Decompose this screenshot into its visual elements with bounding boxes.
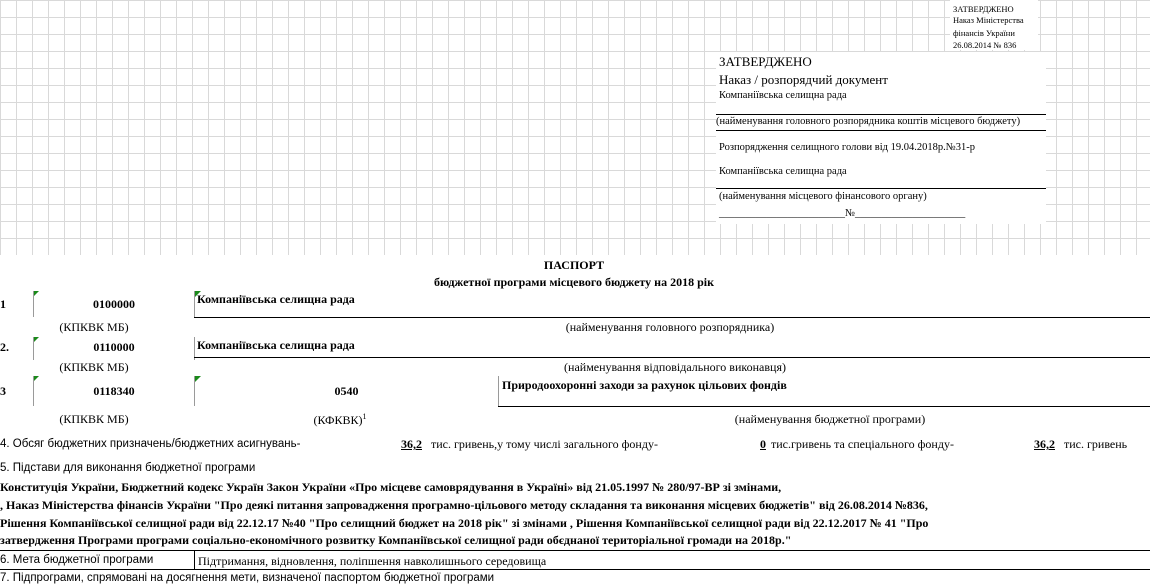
section4-total: 36,2	[401, 437, 422, 451]
approval-title: ЗАТВЕРДЖЕНО	[719, 54, 812, 69]
row3-kfkvk-caption-wrap	[270, 412, 410, 428]
row3-kfkvk: 0540	[334, 384, 359, 398]
approval-stamp-line2: фінансів України	[953, 28, 1015, 38]
row2-code-caption: (КПКВК МБ)	[59, 360, 129, 374]
approval-manager-name: Компаніївська селищна рада	[719, 90, 847, 101]
approval-finance-org: Компаніївська селищна рада	[719, 166, 847, 177]
section5-line3: Рішення Компаніївської селищної ради від 22.12.17 №40 "Про селищний бюджет на 2018 рік" зі змінами , Рішення Компаніївської селищної ради від 22.12.2017 № 41 "Про	[0, 516, 929, 530]
row1-code-caption: (КПКВК МБ)	[59, 320, 129, 334]
row3-kfkvk-footnote: 1	[362, 412, 367, 421]
row1-name: Компаніївська селищна рада	[197, 292, 355, 306]
section5-line4: затвердження Програми програми соціально-економічного розвитку Компаніївської селищної ради обєднаної територіальної громади на 2018р."	[0, 533, 792, 547]
approval-order: Розпорядження селищного голови від 19.04.2018р.№31-р	[719, 142, 975, 153]
row3-code: 0118340	[93, 384, 135, 398]
row1-divider-b	[194, 291, 195, 317]
row2-code: 0110000	[93, 340, 135, 354]
approval-manager-caption-underline	[716, 130, 1046, 131]
approval-number-line: ________________________№_____________________	[719, 208, 966, 219]
section5-line1: Конституція України, Бюджетний кодекс Україн Закон України «Про місцеве самоврядування в Україні» від 21.05.1997 № 280/97-ВР зі змінами,	[0, 480, 782, 494]
row2-underline	[194, 357, 1150, 358]
section4-label: 4. Обсяг бюджетних призначень/бюджетних асигнувань-	[0, 438, 301, 450]
approval-stamp-line1: Наказ Міністерства	[953, 15, 1024, 25]
approval-finance-caption: (найменування місцевого фінансового органу)	[719, 191, 927, 202]
section6-label: 6. Мета бюджетної програми	[0, 554, 154, 566]
section4-text2: тис.гривень та спеціального фонду-	[771, 437, 954, 451]
approval-manager-caption: (найменування головного розпорядника коштів місцевого бюджету)	[716, 116, 1021, 127]
row3-name-caption: (найменування бюджетної програми)	[734, 412, 926, 426]
cell-marker-r3-kfkvk	[195, 376, 201, 382]
section6-value: Підтримання, відновлення, поліпшення навколишнього середовища	[198, 554, 547, 568]
row1-underline	[194, 317, 1150, 318]
row3-number: 3	[0, 384, 6, 398]
row3-name: Природоохоронні заходи за рахунок цільових фондів	[502, 378, 787, 392]
row1-code: 0100000	[93, 297, 135, 311]
approval-stamp-title: ЗАТВЕРДЖЕНО	[953, 4, 1014, 14]
section6-divider	[194, 551, 195, 570]
section4-special: 36,2	[1034, 437, 1055, 451]
approval-doc-type: Наказ / розпорядчий документ	[719, 72, 888, 87]
row1-name-caption: (найменування головного розпорядника)	[565, 320, 775, 334]
row1-number: 1	[0, 297, 6, 311]
row2-name: Компаніївська селищна рада	[197, 338, 355, 352]
row3-code-caption: (КПКВК МБ)	[59, 412, 129, 426]
row2-name-caption: (найменування відповідального виконавця)	[564, 360, 786, 374]
passport-subtitle: бюджетної програми місцевого бюджету на 2018 рік	[434, 275, 714, 289]
row3-kfkvk-caption: (КФКВК)	[313, 413, 363, 427]
row3-divider-c	[498, 376, 499, 406]
row2-number: 2.	[0, 340, 9, 354]
row3-underline	[498, 406, 1150, 407]
approval-manager-underline	[716, 114, 1046, 115]
section4-general: 0	[760, 437, 766, 451]
section7-label: 7. Підпрограми, спрямовані на досягнення мети, визначеної паспортом бюджетної програми	[0, 572, 495, 584]
section5-label: 5. Підстави для виконання бюджетної програми	[0, 462, 256, 474]
section4-text1: тис. гривень,у тому числі загального фонду-	[431, 437, 658, 451]
passport-title: ПАСПОРТ	[543, 258, 605, 272]
approval-finance-underline	[716, 188, 1046, 189]
approval-stamp-line3: 26.08.2014 № 836	[953, 40, 1017, 50]
section4-text3: тис. гривень	[1064, 437, 1128, 451]
section6-box	[0, 551, 1150, 570]
section5-line2: , Наказ Міністерства фінансів України "Про деякі питання запровадження програмно-цільового методу складання та виконання місцевих бюджетів" від 26.08.2014 №836,	[0, 498, 928, 512]
